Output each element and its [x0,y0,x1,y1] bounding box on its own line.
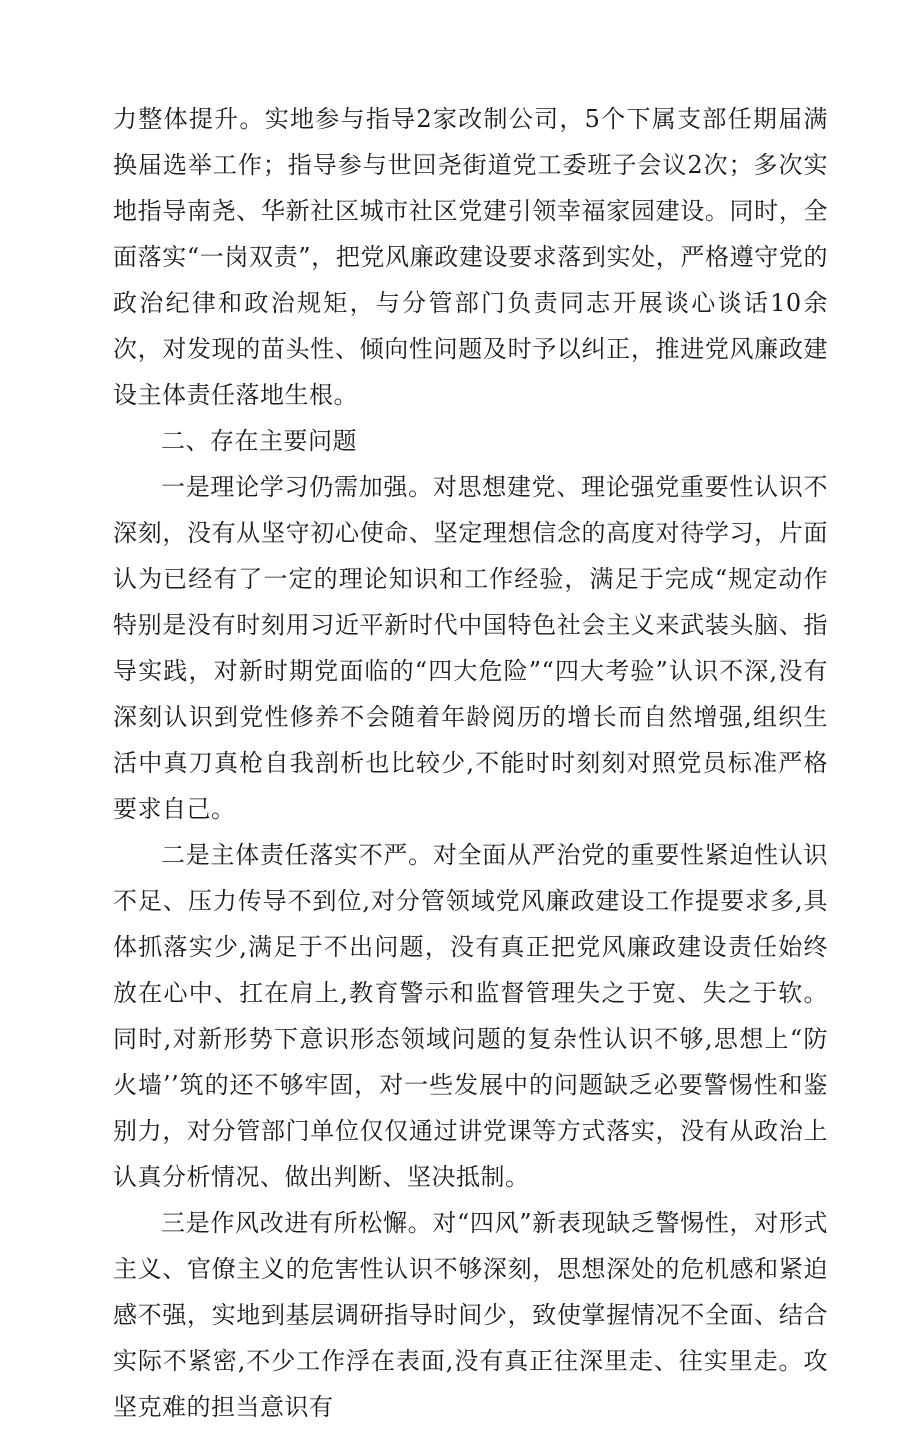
paragraph-responsibility: 二是主体责任落实不严。对全面从严治党的重要性紧迫性认识不足、压力传导不到位,对分管领域党风廉政建设工作提要求多,具体抓落实少,满足于不出问题，没有真正把党风廉政建设责任始终放在心中、扛在肩上,教育警示和监督管理失之于宽、失之于软。同时,对新形势下意识形态领域问题的复杂性认识不够,思想上“防火墙’’筑的还不够牢固，对一些发展中的问题缺乏必要警惕性和鉴别力，对分管部门单位仅仅通过讲党课等方式落实，没有从政治上认真分析情况、做出判断、坚决抵制。 [113,841,828,1191]
paragraph-work-style: 三是作风改进有所松懈。对“四风”新表现缺乏警惕性，对形式主义、官僚主义的危害性认识不够深刻，思想深处的危机感和紧迫感不强，实地到基层调研指导时间少，致使掌握情况不全面、结合实际不紧密,不少工作浮在表面,没有真正往深里走、往实里走。攻坚克难的担当意识有 [113,1209,828,1421]
document-body [113,96,828,1430]
section-heading-problems: 二、存在主要问题 [161,427,357,455]
paragraph-continuation: 力整体提升。实地参与指导2家改制公司，5个下属支部任期届满换届选举工作；指导参与世回尧街道党工委班子会议2次；多次实地指导南尧、华新社区城市社区党建引领幸福家园建设。同时，全面落实“一岗双责”，把党风廉政建设要求落到实处，严格遵守党的政治纪律和政治规矩，与分管部门负责同志开展谈心谈话10余次，对发现的苗头性、倾向性问题及时予以纠正，推进党风廉政建设主体责任落地生根。 [113,105,828,409]
paragraph-theory-study: 一是理论学习仍需加强。对思想建党、理论强党重要性认识不深刻，没有从坚守初心使命、坚定理想信念的高度对待学习，片面认为已经有了一定的理论知识和工作经验，满足于完成“规定动作特别是没有时刻用习近平新时代中国特色社会主义来武装头脑、指导实践，对新时期党面临的“四大危险”“四大考验”认识不深,没有深刻认识到党性修养不会随着年龄阅历的增长而自然增强,组织生活中真刀真枪自我剖析也比较少,不能时时刻刻对照党员标准严格要求自己。 [113,473,828,823]
